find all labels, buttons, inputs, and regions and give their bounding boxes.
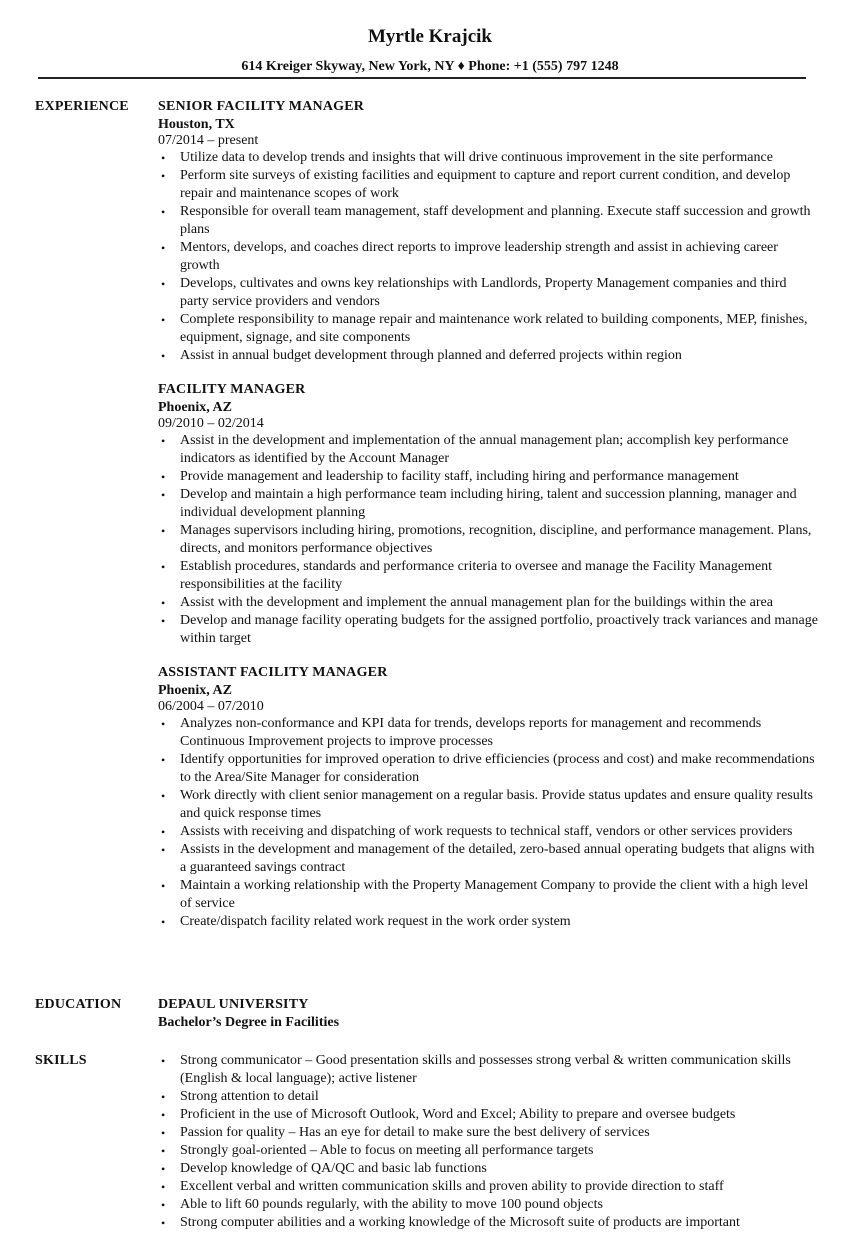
bullet-icon: • bbox=[161, 825, 166, 839]
bullet-icon: • bbox=[161, 313, 166, 327]
education-body bbox=[158, 996, 818, 1032]
bullet-icon: • bbox=[161, 560, 166, 574]
bullet-item bbox=[158, 913, 818, 931]
bullet-item bbox=[158, 1178, 818, 1196]
bullet-item bbox=[158, 1196, 818, 1214]
bullet-item bbox=[158, 1088, 818, 1106]
job-location: Phoenix, AZ bbox=[158, 683, 232, 698]
bullet-text: Responsible for overall team management, staff development and planning. Execute staff succession and growth plans bbox=[180, 204, 811, 237]
bullet-item bbox=[158, 1214, 818, 1232]
experience-list bbox=[158, 98, 818, 947]
bullet-item bbox=[158, 841, 818, 877]
bullet-item bbox=[158, 1106, 818, 1124]
bullet-text: Assist in annual budget development through planned and deferred projects within region bbox=[180, 348, 682, 363]
bullet-item bbox=[158, 468, 818, 486]
bullet-icon: • bbox=[161, 614, 166, 628]
job-dates: 06/2004 – 07/2010 bbox=[158, 699, 264, 714]
bullet-text: Maintain a working relationship with the Property Management Company to provide the client with a high level of service bbox=[180, 878, 809, 911]
header-divider bbox=[38, 77, 806, 79]
bullet-item bbox=[158, 203, 818, 239]
bullet-icon: • bbox=[161, 1144, 166, 1158]
bullet-item bbox=[158, 612, 818, 648]
job-entry bbox=[158, 98, 818, 365]
bullet-item bbox=[158, 311, 818, 347]
bullet-text: Utilize data to develop trends and insights that will drive continuous improvement in the site performance bbox=[180, 150, 773, 165]
bullet-icon: • bbox=[161, 1180, 166, 1194]
bullet-item bbox=[158, 167, 818, 203]
bullet-icon: • bbox=[161, 915, 166, 929]
bullet-icon: • bbox=[161, 789, 166, 803]
bullet-icon: • bbox=[161, 717, 166, 731]
bullet-item bbox=[158, 1052, 818, 1088]
bullet-icon: • bbox=[161, 151, 166, 165]
bullet-icon: • bbox=[161, 753, 166, 767]
bullet-text: Work directly with client senior management on a regular basis. Provide status updates and ensure quality results and quick response times bbox=[180, 788, 813, 821]
bullet-item bbox=[158, 751, 818, 787]
job-bullets bbox=[158, 149, 818, 365]
job-location: Phoenix, AZ bbox=[158, 400, 232, 415]
job-location: Houston, TX bbox=[158, 117, 235, 132]
bullet-text: Strong computer abilities and a working knowledge of the Microsoft suite of products are important bbox=[180, 1215, 740, 1230]
bullet-item bbox=[158, 715, 818, 751]
bullet-item bbox=[158, 432, 818, 468]
bullet-item bbox=[158, 558, 818, 594]
bullet-icon: • bbox=[161, 1126, 166, 1140]
section-label-skills: SKILLS bbox=[35, 1053, 87, 1068]
bullet-text: Provide management and leadership to facility staff, including hiring and performance management bbox=[180, 469, 739, 484]
job-entry bbox=[158, 381, 818, 648]
bullet-item bbox=[158, 239, 818, 275]
bullet-icon: • bbox=[161, 1108, 166, 1122]
bullet-icon: • bbox=[161, 1162, 166, 1176]
bullet-text: Assist with the development and implement the annual management plan for the buildings within the area bbox=[180, 595, 773, 610]
bullet-text: Analyzes non-conformance and KPI data for trends, develops reports for management and recommends Continuous Improvement projects to improve processes bbox=[180, 716, 762, 749]
bullet-text: Identify opportunities for improved operation to drive efficiencies (process and cost) and make recommendations to the Area/Site Manager for consideration bbox=[180, 752, 815, 785]
bullet-text: Complete responsibility to manage repair and maintenance work related to building components, MEP, finishes, equipment, signage, and site components bbox=[180, 312, 808, 345]
bullet-text: Strong communicator – Good presentation skills and possesses strong verbal & written communication skills (English & local language); active listener bbox=[180, 1053, 791, 1086]
bullet-item bbox=[158, 1142, 818, 1160]
bullet-icon: • bbox=[161, 470, 166, 484]
bullet-item bbox=[158, 486, 818, 522]
bullet-item bbox=[158, 1124, 818, 1142]
bullet-text: Passion for quality – Has an eye for detail to make sure the best delivery of services bbox=[180, 1125, 650, 1140]
bullet-text: Establish procedures, standards and performance criteria to oversee and manage the Facility Management responsibilities at the facility bbox=[180, 559, 773, 592]
bullet-item bbox=[158, 1160, 818, 1178]
bullet-text: Assist in the development and implementation of the annual management plan; accomplish key performance indicators as identified by the Account Manager bbox=[180, 433, 789, 466]
job-bullets bbox=[158, 432, 818, 648]
bullet-text: Mentors, develops, and coaches direct reports to improve leadership strength and assist in achieving career growth bbox=[180, 240, 778, 273]
bullet-text: Assists with receiving and dispatching of work requests to technical staff, vendors or other services providers bbox=[180, 824, 793, 839]
bullet-text: Excellent verbal and written communication skills and proven ability to provide direction to staff bbox=[180, 1179, 724, 1194]
bullet-item bbox=[158, 594, 818, 612]
bullet-item bbox=[158, 787, 818, 823]
bullet-icon: • bbox=[161, 1216, 166, 1230]
section-label-education: EDUCATION bbox=[35, 997, 122, 1012]
bullet-text: Proficient in the use of Microsoft Outlook, Word and Excel; Ability to prepare and oversee budgets bbox=[180, 1107, 736, 1122]
contact-line: 614 Kreiger Skyway, New York, NY ♦ Phone: +1 (555) 797 1248 bbox=[241, 59, 619, 74]
bullet-icon: • bbox=[161, 879, 166, 893]
job-title: ASSISTANT FACILITY MANAGER bbox=[158, 665, 388, 680]
bullet-item bbox=[158, 877, 818, 913]
bullet-text: Manages supervisors including hiring, promotions, recognition, discipline, and performance management. Plans, directs, and monitors performance objectives bbox=[180, 523, 812, 556]
bullet-item bbox=[158, 275, 818, 311]
bullet-icon: • bbox=[161, 843, 166, 857]
bullet-icon: • bbox=[161, 524, 166, 538]
school-name: DEPAUL UNIVERSITY bbox=[158, 997, 309, 1012]
degree-name: Bachelor’s Degree in Facilities bbox=[158, 1015, 340, 1030]
bullet-text: Create/dispatch facility related work request in the work order system bbox=[180, 914, 571, 929]
bullet-text: Perform site surveys of existing facilities and equipment to capture and report current condition, and develop repair and maintenance scopes of work bbox=[180, 168, 791, 201]
bullet-text: Strong attention to detail bbox=[180, 1089, 319, 1104]
job-dates: 07/2014 – present bbox=[158, 133, 259, 148]
job-title: FACILITY MANAGER bbox=[158, 382, 306, 397]
bullet-text: Able to lift 60 pounds regularly, with the ability to move 100 pound objects bbox=[180, 1197, 603, 1212]
job-entry bbox=[158, 664, 818, 931]
bullet-item bbox=[158, 149, 818, 167]
bullet-icon: • bbox=[161, 1198, 166, 1212]
bullet-icon: • bbox=[161, 277, 166, 291]
bullet-item bbox=[158, 823, 818, 841]
bullet-icon: • bbox=[161, 1054, 166, 1068]
job-dates: 09/2010 – 02/2014 bbox=[158, 416, 264, 431]
bullet-text: Strongly goal-oriented – Able to focus on meeting all performance targets bbox=[180, 1143, 594, 1158]
section-label-experience: EXPERIENCE bbox=[35, 99, 129, 114]
skills-body bbox=[158, 1052, 818, 1232]
bullet-icon: • bbox=[161, 349, 166, 363]
bullet-text: Develop and manage facility operating budgets for the assigned portfolio, proactively track variances and manage within target bbox=[180, 613, 818, 646]
bullet-text: Develop knowledge of QA/QC and basic lab functions bbox=[180, 1161, 487, 1176]
bullet-icon: • bbox=[161, 596, 166, 610]
bullet-text: Develops, cultivates and owns key relationships with Landlords, Property Management companies and third party service providers and vendors bbox=[180, 276, 787, 309]
candidate-name: Myrtle Krajcik bbox=[368, 26, 492, 47]
skills-bullets bbox=[158, 1052, 818, 1232]
job-title: SENIOR FACILITY MANAGER bbox=[158, 99, 365, 114]
bullet-text: Assists in the development and management of the detailed, zero-based annual operating budgets that aligns with a guaranteed savings contract bbox=[180, 842, 815, 875]
bullet-item bbox=[158, 522, 818, 558]
bullet-icon: • bbox=[161, 241, 166, 255]
bullet-icon: • bbox=[161, 434, 166, 448]
bullet-icon: • bbox=[161, 205, 166, 219]
bullet-text: Develop and maintain a high performance team including hiring, talent and succession planning, manager and individual development planning bbox=[180, 487, 797, 520]
bullet-icon: • bbox=[161, 169, 166, 183]
job-bullets bbox=[158, 715, 818, 931]
bullet-item bbox=[158, 347, 818, 365]
bullet-icon: • bbox=[161, 1090, 166, 1104]
bullet-icon: • bbox=[161, 488, 166, 502]
